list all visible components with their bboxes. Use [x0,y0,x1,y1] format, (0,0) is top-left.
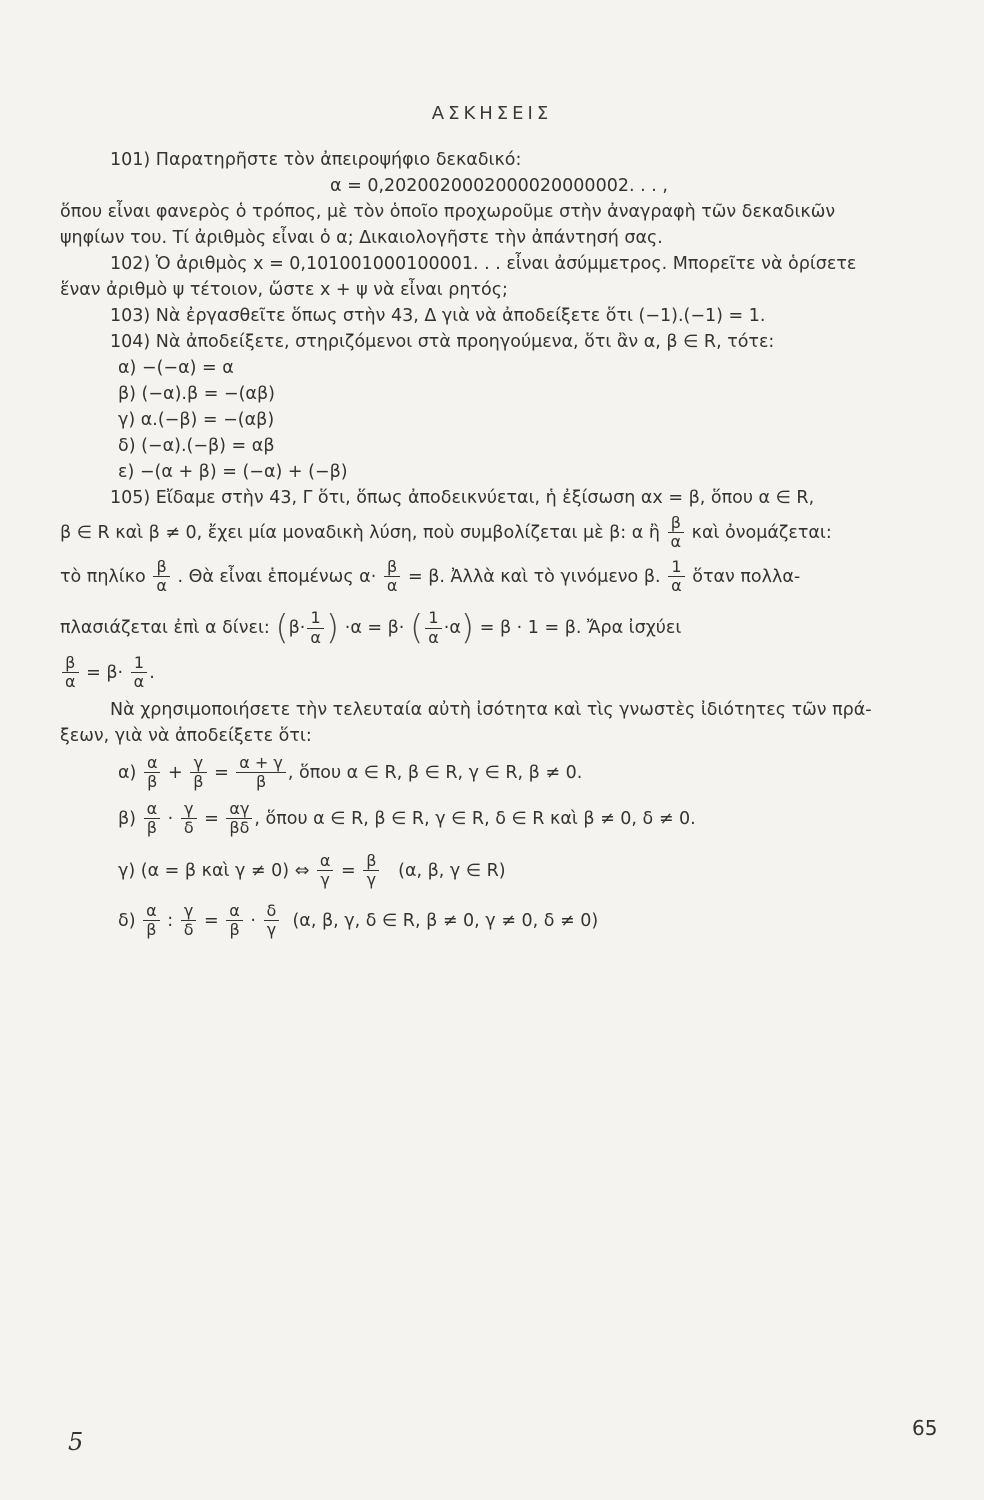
exercise-105-item-b: β) $\frac{\alpha}{\beta}$ · $\frac{\gamma}{\delta}$ = $\frac{\alpha\gamma}{\beta\delta}$ , ὅπου α ∈ R, β ∈ R, γ ∈ R, δ ∈ R καὶ β ≠ 0, δ ≠ 0. [118,799,696,838]
exercise-104-item: ε) −(α + β) = (−α) + (−β) [118,462,348,482]
exercise-101-line-3: ψηφίων του. Τί ἀριθμὸς εἶναι ὁ α; Δικαιολογῆστε τὴν ἀπάντησή σας. [60,228,663,248]
fraction-one-over-alpha: $\frac{1}{\alpha}$ [131,654,148,692]
text-segment: τὸ πηλίκο [60,566,146,587]
exercise-105-line-3 [60,558,800,596]
exercise-104-item: δ) (−α).(−β) = αβ [118,436,275,456]
text-segment: γ) (α = β καὶ γ ≠ 0) ⇔ [118,860,310,881]
fraction-beta-over-alpha: $\frac{\beta}{\alpha}$ [668,514,685,552]
exercise-105-item-d: δ) $\frac{\alpha}{\beta}$ : $\frac{\gamma}{\delta}$ = $\frac{\alpha}{\beta}$ · $\frac{\delta}{\gamma}$ (α, β, γ, δ ∈ R, β ≠ 0, γ ≠ 0, δ ≠ 0) [118,901,599,940]
fraction-one-over-alpha: $\frac{1}{\alpha}$ [425,609,442,647]
exercise-104-item: α) −(−α) = α [118,358,234,378]
text-segment: ·α = β· [344,618,405,638]
exercise-101-line-2: ὅπου εἶναι φανερὸς ὁ τρόπος, μὲ τὸν ὁποῖο προχωροῦμε στὴν ἀναγραφὴ τῶν δεκαδικῶν [60,202,836,222]
text-segment: (α, β, γ ∈ R) [398,860,506,881]
text-segment: = β. Ἀλλὰ καὶ τὸ γινόμενο β. [407,566,661,587]
text-segment: ὅταν πολλα- [692,566,801,587]
exercise-105-line-2 [60,514,832,552]
exercise-105-line-7: ξεων, γιὰ νὰ ἀποδείξετε ὅτι: [60,726,312,746]
fraction-beta-over-alpha: $\frac{\beta}{\alpha}$ [153,558,170,596]
exercise-101-formula: α = 0,2020020002000020000002. . . , [330,176,668,196]
fraction-beta-over-alpha: $\frac{\beta}{\alpha}$ [62,654,79,692]
text-segment: καὶ ὀνομάζεται: [691,522,832,543]
exercise-104-item: γ) α.(−β) = −(αβ) [118,410,275,430]
exercise-104-item: β) (−α).β = −(αβ) [118,384,275,404]
text-segment: πλασιάζεται ἐπὶ α δίνει: [60,618,270,638]
text-segment: , ὅπου α ∈ R, β ∈ R, γ ∈ R, δ ∈ R καὶ β ≠ 0, δ ≠ 0. [254,808,696,829]
exercise-105-line-5: $\frac{\beta}{\alpha}$ = β· $\frac{1}{\alpha}$ . [60,654,155,692]
exercise-105-item-a: α) $\frac{\alpha}{\beta}$ + $\frac{\gamma}{\beta}$ = $\frac{\alpha + \gamma}{\beta}$ , ὅπου α ∈ R, β ∈ R, γ ∈ R, β ≠ 0. [118,753,583,792]
exercise-104-intro: 104) Νὰ ἀποδείξετε, στηριζόμενοι στὰ προηγούμενα, ὅτι ἂν α, β ∈ R, τότε: [110,332,775,352]
page-heading: ΑΣΚΗΣΕΙΣ [431,103,553,124]
text-segment: = β· [86,662,124,683]
exercise-103: 103) Νὰ ἐργασθεῖτε ὅπως στὴν 43, Δ γιὰ νὰ ἀποδείξετε ὅτι (−1).(−1) = 1. [110,306,766,326]
exercise-105-line-1: 105) Εἴδαμε στὴν 43, Γ ὅτι, ὅπως ἀποδεικνύεται, ἡ ἐξίσωση αx = β, ὅπου α ∈ R, [110,488,815,508]
text-segment: (α, β, γ, δ ∈ R, β ≠ 0, γ ≠ 0, δ ≠ 0) [292,910,599,931]
exercise-101-line-1: 101) Παρατηρῆστε τὸν ἀπειροψήφιο δεκαδικό: [110,150,522,170]
text-segment: = β · 1 = β. Ἄρα ἰσχύει [479,618,682,638]
exercise-102-line-1: 102) Ὁ ἀριθμὸς x = 0,101001000100001. . . εἶναι ἀσύμμετρος. Μπορεῖτε νὰ ὁρίσετε [110,254,857,274]
text-segment: β ∈ R καὶ β ≠ 0, ἔχει μία μοναδικὴ λύση, ποὺ συμβολίζεται μὲ β: α ἢ [60,522,660,543]
text-segment: , ὅπου α ∈ R, β ∈ R, γ ∈ R, β ≠ 0. [287,762,583,783]
exercise-102-line-2: ἕναν ἀριθμὸ ψ τέτοιον, ὥστε x + ψ νὰ εἶναι ρητός; [60,280,508,300]
page-number: 65 [912,1416,938,1440]
fraction-one-over-alpha: $\frac{1}{\alpha}$ [668,558,685,596]
exercise-105-line-4: πλασιάζεται ἐπὶ α δίνει: (β· $\frac{1}{\alpha}$ ) ·α = β· ( $\frac{1}{\alpha}$ ·α) = β · 1 = β. Ἄρα ἰσχύει [60,608,682,648]
exercise-105-line-6: Νὰ χρησιμοποιήσετε τὴν τελευταία αὐτὴ ἰσότητα καὶ τὶς γνωστὲς ἰδιότητες τῶν πρά- [110,700,872,720]
exercise-105-item-c: γ) (α = β καὶ γ ≠ 0) ⇔ $\frac{\alpha}{\gamma}$ = $\frac{\beta}{\gamma}$ (α, β, γ ∈ R) [118,851,506,890]
fraction-beta-over-alpha: $\frac{\beta}{\alpha}$ [384,558,401,596]
text-segment: . Θὰ εἶναι ἑπομένως α· [177,566,377,587]
fraction-one-over-alpha: $\frac{1}{\alpha}$ [307,609,324,647]
signature-mark: 5 [68,1428,84,1456]
